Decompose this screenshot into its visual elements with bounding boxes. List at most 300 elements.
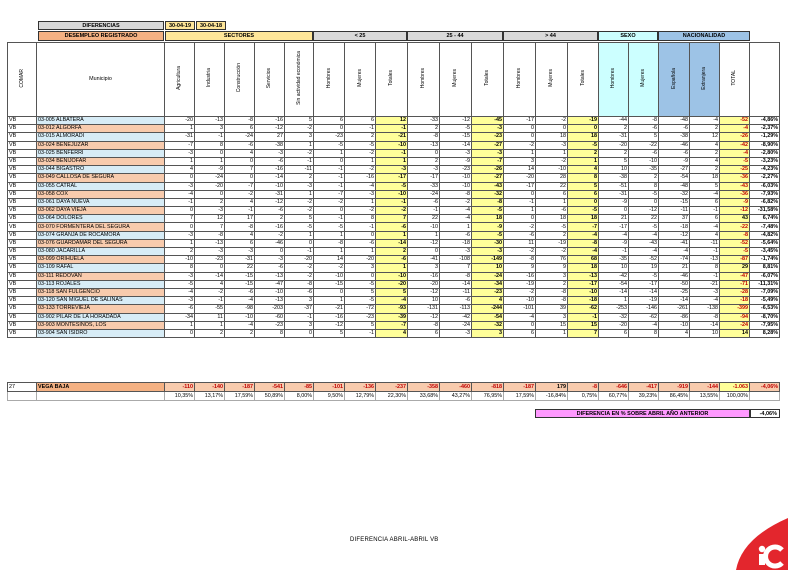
value-cell: 1 <box>314 248 345 256</box>
value-cell: -36 <box>720 190 750 198</box>
value-cell: -13 <box>568 272 599 280</box>
value-cell: 3 <box>504 157 536 165</box>
value-cell: -24 <box>225 133 255 141</box>
value-cell: -74 <box>659 256 690 264</box>
value-cell: -6 <box>376 256 408 264</box>
value-cell: -1 <box>345 125 376 133</box>
value-cell: -24 <box>720 321 750 329</box>
value-cell: 7 <box>225 166 255 174</box>
value-cell: -52 <box>720 239 750 247</box>
value-cell: -2 <box>536 117 568 125</box>
pct-cell: 8,28% <box>750 329 780 337</box>
value-cell: -6 <box>408 198 440 206</box>
value-cell: 4 <box>690 141 720 149</box>
comarca-cell: VB <box>8 248 37 256</box>
value-cell: 0 <box>504 215 536 223</box>
value-cell: 0 <box>314 157 345 165</box>
comarca-cell: VB <box>8 231 37 239</box>
value-cell: -47 <box>255 280 285 288</box>
value-cell: 1 <box>345 248 376 256</box>
summary-value: -919 <box>659 383 690 392</box>
value-cell: 1 <box>376 231 408 239</box>
value-cell: 22 <box>408 215 440 223</box>
value-cell: 8 <box>195 141 225 149</box>
summary-percent: 39,23% <box>629 392 659 401</box>
summary-percent: 100,00% <box>720 392 750 401</box>
value-cell: -4 <box>720 125 750 133</box>
pct-cell: -7,93% <box>750 190 780 198</box>
value-cell: 7 <box>195 223 225 231</box>
value-cell: -10 <box>314 272 345 280</box>
value-cell: -8 <box>472 198 504 206</box>
value-cell: 2 <box>568 149 599 157</box>
value-cell: 0 <box>345 231 376 239</box>
value-cell: -113 <box>440 305 472 313</box>
value-cell: 4 <box>225 231 255 239</box>
comarca-cell: VB <box>8 141 37 149</box>
value-cell: -5 <box>345 280 376 288</box>
value-cell: 14 <box>504 166 536 174</box>
value-cell: -17 <box>629 280 659 288</box>
value-cell: -31 <box>599 190 629 198</box>
value-cell: 0 <box>195 264 225 272</box>
value-cell: -16 <box>255 166 285 174</box>
value-cell: -10 <box>376 141 408 149</box>
value-cell: -12 <box>408 288 440 296</box>
value-cell: 22 <box>536 182 568 190</box>
value-cell: -44 <box>599 117 629 125</box>
value-cell: 37 <box>659 215 690 223</box>
value-cell: 4 <box>165 166 195 174</box>
value-cell: -24 <box>195 174 225 182</box>
value-cell: -399 <box>720 305 750 313</box>
value-cell: 4 <box>225 198 255 206</box>
date-current: 30-04-19 <box>165 21 195 30</box>
summary-value: -237 <box>376 383 408 392</box>
value-cell: -3 <box>472 248 504 256</box>
value-cell: 15 <box>568 321 599 329</box>
value-cell: -14 <box>255 174 285 182</box>
comarca-cell: VB <box>8 288 37 296</box>
comarca-cell: VB <box>8 272 37 280</box>
comarca-cell: VB <box>8 207 37 215</box>
value-cell: 3 <box>345 264 376 272</box>
value-cell: -23 <box>195 256 225 264</box>
value-cell: -2 <box>536 157 568 165</box>
value-cell: -3 <box>195 248 225 256</box>
summary-table <box>7 382 780 401</box>
value-cell: -32 <box>659 190 690 198</box>
value-cell: -8 <box>285 280 314 288</box>
value-cell: -8 <box>408 321 440 329</box>
col-comar: COMAR <box>8 43 37 117</box>
value-cell: -10 <box>255 182 285 190</box>
pct-cell: -31,58% <box>750 207 780 215</box>
municipio-cell: 03-070 FORMENTERA DEL SEGURA <box>37 223 165 231</box>
value-cell: 1 <box>504 149 536 157</box>
value-cell: 39 <box>536 305 568 313</box>
municipio-cell: 03-902 PILAR DE LA HORADADA <box>37 313 165 321</box>
summary-value: -4,06% <box>750 383 780 392</box>
value-cell: -19 <box>536 239 568 247</box>
table-body <box>8 117 780 338</box>
value-cell: 0 <box>568 125 599 133</box>
value-cell: -2 <box>285 125 314 133</box>
value-cell: -14 <box>690 321 720 329</box>
value-cell: 18 <box>536 215 568 223</box>
value-cell: -31 <box>165 133 195 141</box>
municipio-cell: 03-061 DAYA NUEVA <box>37 198 165 206</box>
value-cell: 14 <box>314 256 345 264</box>
value-cell: -32 <box>599 313 629 321</box>
value-cell: -1 <box>314 174 345 182</box>
value-cell: 3 <box>408 264 440 272</box>
value-cell: -5 <box>472 207 504 215</box>
value-cell: -7 <box>376 321 408 329</box>
value-cell: -1 <box>195 297 225 305</box>
col-agricultura: Agricultura <box>165 43 195 117</box>
value-cell: -94 <box>720 313 750 321</box>
summary-value: -541 <box>255 383 285 392</box>
value-cell: -6 <box>165 305 195 313</box>
summary-percent: 17,59% <box>504 392 536 401</box>
value-cell: 6 <box>225 125 255 133</box>
value-cell: 1 <box>504 207 536 215</box>
value-cell: -4 <box>225 321 255 329</box>
value-cell: -37 <box>285 305 314 313</box>
value-cell: -6 <box>285 288 314 296</box>
value-cell: 1 <box>376 264 408 272</box>
value-cell: 2 <box>690 166 720 174</box>
value-cell: 4 <box>690 231 720 239</box>
value-cell: -62 <box>629 313 659 321</box>
value-cell: -5 <box>285 223 314 231</box>
value-cell: 28 <box>536 174 568 182</box>
value-cell: -5 <box>472 231 504 239</box>
value-cell: -1 <box>314 182 345 190</box>
value-cell: 2 <box>285 174 314 182</box>
table-row <box>8 125 780 133</box>
value-cell: 1 <box>345 157 376 165</box>
pct-cell: -4,86% <box>750 117 780 125</box>
value-cell: 4 <box>376 329 408 337</box>
value-cell: 0 <box>408 248 440 256</box>
value-cell: -10 <box>659 321 690 329</box>
value-cell: 6 <box>225 239 255 247</box>
value-cell: -1 <box>345 223 376 231</box>
value-cell: -4 <box>440 207 472 215</box>
col-gt44-hombres: Hombres <box>504 43 536 117</box>
value-cell: -38 <box>599 174 629 182</box>
municipio-cell: 03-904 SAN ISIDRO <box>37 329 165 337</box>
pct-cell: -1,29% <box>750 133 780 141</box>
value-cell: 1 <box>536 329 568 337</box>
value-cell: 2 <box>690 149 720 157</box>
value-cell: -24 <box>408 190 440 198</box>
value-cell: 1 <box>536 149 568 157</box>
value-cell: -2 <box>285 272 314 280</box>
value-cell: -2 <box>285 149 314 157</box>
value-cell: -2 <box>285 198 314 206</box>
col-espanola: Española <box>659 43 690 117</box>
col-gt44-totales: Totales <box>568 43 599 117</box>
value-cell: -108 <box>440 256 472 264</box>
value-cell: 1 <box>345 198 376 206</box>
pct-cell: -7,09% <box>750 288 780 296</box>
value-cell: -244 <box>472 305 504 313</box>
value-cell: 5 <box>568 182 599 190</box>
value-cell: -7 <box>225 182 255 190</box>
summary-percent: 12,79% <box>345 392 376 401</box>
value-cell: 1 <box>195 321 225 329</box>
value-cell: 1 <box>314 231 345 239</box>
value-cell: 2 <box>599 125 629 133</box>
value-cell: 0 <box>314 207 345 215</box>
value-cell: 5 <box>376 288 408 296</box>
value-cell: 2 <box>255 215 285 223</box>
value-cell: -41 <box>659 239 690 247</box>
value-cell: -12 <box>408 239 440 247</box>
value-cell: 6 <box>408 329 440 337</box>
value-cell: -7 <box>568 223 599 231</box>
summary-percent: 10,35% <box>165 392 195 401</box>
value-cell: -33 <box>408 117 440 125</box>
value-cell: 76 <box>536 256 568 264</box>
comarca-cell: VB <box>8 280 37 288</box>
column-header-row <box>8 43 780 117</box>
value-cell: -9 <box>720 198 750 206</box>
summary-percent: 17,59% <box>225 392 255 401</box>
value-cell: -48 <box>659 117 690 125</box>
value-cell: -22 <box>720 223 750 231</box>
value-cell: -15 <box>225 280 255 288</box>
table-row <box>8 313 780 321</box>
value-cell: -7 <box>314 190 345 198</box>
value-cell: -5 <box>440 125 472 133</box>
municipio-cell: 03-099 ORIHUELA <box>37 256 165 264</box>
value-cell: -8 <box>568 239 599 247</box>
sectores-header: SECTORES <box>165 31 313 41</box>
value-cell: -14 <box>659 297 690 305</box>
value-cell: -43 <box>720 182 750 190</box>
value-cell: -2 <box>255 231 285 239</box>
value-cell: -30 <box>472 239 504 247</box>
value-cell: -42 <box>720 141 750 149</box>
value-cell: -3 <box>440 329 472 337</box>
value-cell: -3 <box>165 182 195 190</box>
value-cell: -20 <box>408 280 440 288</box>
value-cell: 4 <box>195 280 225 288</box>
value-cell: -3 <box>472 125 504 133</box>
value-cell: 5 <box>690 182 720 190</box>
value-cell: 18 <box>568 133 599 141</box>
value-cell: 0 <box>225 174 255 182</box>
value-cell: -54 <box>659 174 690 182</box>
value-cell: 6 <box>536 190 568 198</box>
value-cell: -14 <box>599 288 629 296</box>
value-cell: -34 <box>165 313 195 321</box>
municipio-cell: 03-005 ALBATERA <box>37 117 165 125</box>
value-cell: -3 <box>165 149 195 157</box>
value-cell: 8 <box>255 329 285 337</box>
value-cell: 2 <box>195 198 225 206</box>
value-cell: 5 <box>345 321 376 329</box>
value-cell: 1 <box>314 149 345 157</box>
value-cell: -71 <box>720 280 750 288</box>
value-cell: -1 <box>690 207 720 215</box>
value-cell: -5 <box>314 223 345 231</box>
summary-value: -417 <box>629 383 659 392</box>
value-cell: -3 <box>376 166 408 174</box>
table-row <box>8 231 780 239</box>
summary-percent: 33,68% <box>408 392 440 401</box>
comarca-cell: VB <box>8 133 37 141</box>
table-row <box>8 297 780 305</box>
value-cell: 68 <box>568 256 599 264</box>
col-sexo-hombres: Hombres <box>599 43 629 117</box>
municipio-cell: 03-076 GUARDAMAR DEL SEGURA <box>37 239 165 247</box>
value-cell: -3 <box>165 231 195 239</box>
value-cell: 14 <box>720 329 750 337</box>
value-cell: 0 <box>504 125 536 133</box>
summary-value: -358 <box>408 383 440 392</box>
value-cell: -4 <box>568 248 599 256</box>
municipio-cell: 03-080 JACARILLA <box>37 248 165 256</box>
value-cell: -2 <box>345 207 376 215</box>
value-cell: 22 <box>629 215 659 223</box>
value-cell: -46 <box>659 272 690 280</box>
value-cell: -18 <box>440 239 472 247</box>
value-cell: 0 <box>255 248 285 256</box>
value-cell: -27 <box>659 166 690 174</box>
pct-cell: -3,23% <box>750 157 780 165</box>
value-cell: 3 <box>285 321 314 329</box>
value-cell: -2 <box>195 288 225 296</box>
value-cell: -39 <box>376 313 408 321</box>
value-cell: -87 <box>720 256 750 264</box>
value-cell: -6 <box>629 149 659 157</box>
value-cell: 1 <box>165 321 195 329</box>
value-cell: 1 <box>285 190 314 198</box>
value-cell: -3 <box>255 256 285 264</box>
pct-cell: -7,95% <box>750 321 780 329</box>
municipio-cell: 03-903 MONTESINOS, LOS <box>37 321 165 329</box>
value-cell: 1 <box>376 157 408 165</box>
value-cell: 2 <box>376 248 408 256</box>
summary-percent: 8,00% <box>285 392 314 401</box>
value-cell: -5 <box>345 141 376 149</box>
value-cell: -54 <box>599 280 629 288</box>
value-cell: -1 <box>225 207 255 215</box>
col-extranjera: Extranjera <box>690 43 720 117</box>
value-cell: 3 <box>472 329 504 337</box>
value-cell: -10 <box>440 182 472 190</box>
date-previous: 30-04-18 <box>196 21 226 30</box>
value-cell: 12 <box>195 215 225 223</box>
value-cell: -2 <box>285 207 314 215</box>
value-cell: -3 <box>440 149 472 157</box>
value-cell: -16 <box>255 223 285 231</box>
value-cell: 9 <box>504 264 536 272</box>
table-row <box>8 141 780 149</box>
value-cell: -1 <box>314 166 345 174</box>
col-lt25-hombres: Hombres <box>314 43 345 117</box>
value-cell: -24 <box>472 272 504 280</box>
municipio-cell: 03-118 SAN FULGENCIO <box>37 288 165 296</box>
value-cell: -131 <box>408 305 440 313</box>
value-cell: -13 <box>255 272 285 280</box>
value-cell: -8 <box>440 190 472 198</box>
value-cell: -5 <box>720 157 750 165</box>
pct-cell: -8,90% <box>750 141 780 149</box>
value-cell: -24 <box>440 321 472 329</box>
value-cell: -10 <box>504 297 536 305</box>
value-cell: 3 <box>195 125 225 133</box>
value-cell: -33 <box>408 182 440 190</box>
value-cell: -1 <box>376 149 408 157</box>
col-industria: Industria <box>195 43 225 117</box>
value-cell: -8 <box>408 133 440 141</box>
value-cell: -17 <box>408 174 440 182</box>
value-cell: 10 <box>690 329 720 337</box>
value-cell: 21 <box>659 264 690 272</box>
value-cell: 0 <box>408 149 440 157</box>
value-cell: 7 <box>440 264 472 272</box>
value-cell: 6 <box>599 329 629 337</box>
pct-cell: -7,48% <box>750 223 780 231</box>
value-cell: -12 <box>314 321 345 329</box>
value-cell: 3 <box>536 272 568 280</box>
value-cell: -23 <box>345 313 376 321</box>
pct-cell: -5,64% <box>750 239 780 247</box>
value-cell: -19 <box>504 280 536 288</box>
value-cell: -86 <box>659 313 690 321</box>
table-row <box>8 166 780 174</box>
value-cell: -5 <box>314 141 345 149</box>
unemployment-table <box>7 42 780 338</box>
value-cell: -13 <box>195 239 225 247</box>
comarca-cell: VB <box>8 321 37 329</box>
table-row <box>8 207 780 215</box>
value-cell: -46 <box>659 141 690 149</box>
value-cell: -46 <box>255 239 285 247</box>
pct-cell: -11,31% <box>750 280 780 288</box>
value-cell: 8 <box>690 264 720 272</box>
value-cell: -10 <box>568 288 599 296</box>
value-cell: 19 <box>629 264 659 272</box>
comarca-cell: VB <box>8 305 37 313</box>
col-total: TOTAL <box>720 43 750 117</box>
pct-cell: -6,07% <box>750 272 780 280</box>
value-cell: -7 <box>472 157 504 165</box>
value-cell: -10 <box>255 288 285 296</box>
summary-value: -187 <box>225 383 255 392</box>
value-cell: -42 <box>440 313 472 321</box>
value-cell: 0 <box>629 198 659 206</box>
col-sexo-mujeres: Mujeres <box>629 43 659 117</box>
value-cell: -6 <box>629 125 659 133</box>
value-cell: -1 <box>314 215 345 223</box>
value-cell: -5 <box>376 182 408 190</box>
comarca-cell: VB <box>8 117 37 125</box>
value-cell: -12 <box>440 117 472 125</box>
pct-cell: -6,53% <box>750 305 780 313</box>
gt44-header: > 44 <box>503 31 598 41</box>
value-cell: -14 <box>440 280 472 288</box>
value-cell: -1 <box>285 248 314 256</box>
summary-percent: 9,50% <box>314 392 345 401</box>
value-cell: -60 <box>255 313 285 321</box>
